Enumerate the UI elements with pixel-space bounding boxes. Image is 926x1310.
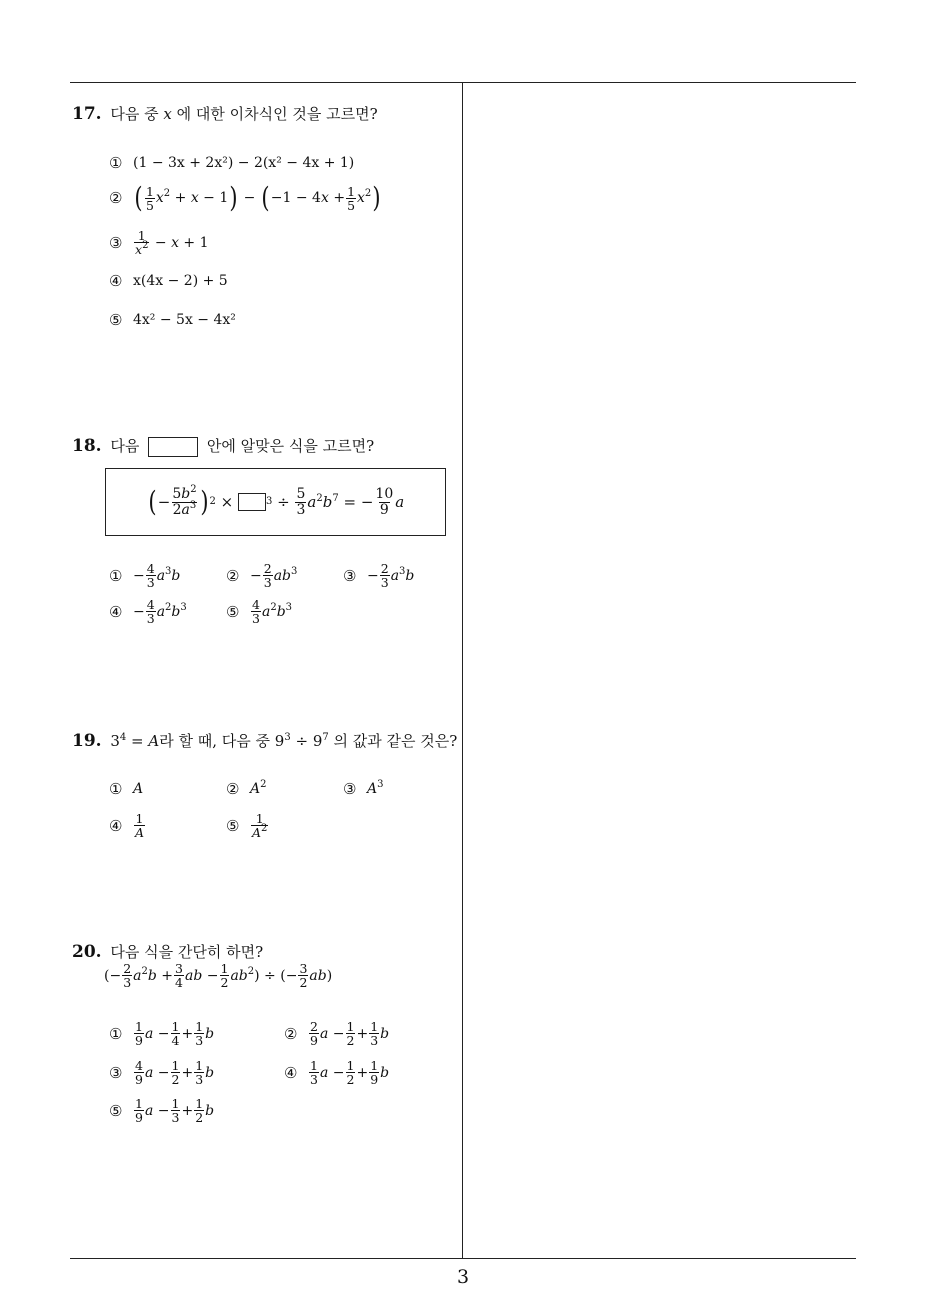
choice-18-3[interactable]: ③ − $\frac{2}{3}$ $a^3b$: [343, 561, 415, 590]
choice-18-4[interactable]: ④ − $\frac{4}{3}$ $a^2b^3$: [109, 597, 187, 626]
choice-18-5[interactable]: ⑤ $\frac{4}{3}$ $a^2b^3$: [226, 597, 293, 626]
fraction: $\frac{5b^2}{2a^3}$: [172, 483, 197, 518]
question-18: [72, 436, 452, 457]
choice-17-4[interactable]: ④ x(4x − 2) + 5: [109, 272, 228, 290]
choice-19-3[interactable]: ③ $A^3$: [343, 779, 384, 798]
choice-18-2[interactable]: ② − $\frac{2}{3}$ $ab^3$: [226, 561, 298, 590]
question-17-prompt: 17. 다음 중 x 에 대한 이차식인 것을 고르면?: [72, 104, 378, 124]
choice-20-2[interactable]: ② $\frac{2}{9}$ a − $\frac{1}{2}$ + $\frac{1}{3}$ b: [284, 1019, 390, 1048]
choice-19-1[interactable]: ① A: [109, 780, 144, 798]
choice-19-4[interactable]: ④ $\frac{1}{A}$: [109, 811, 145, 840]
question-17: [72, 104, 452, 124]
question-19-prompt: 19. $3^4 = A$라 할 때, 다음 중 $9^3 \div 9^7$ 의 값과 같은 것은?: [72, 731, 458, 751]
choice-20-4[interactable]: ④ $\frac{1}{3}$ a − $\frac{1}{2}$ + $\frac{1}{9}$ b: [284, 1058, 390, 1087]
answer-blank: [148, 437, 198, 457]
page-number: 3: [456, 1266, 470, 1288]
fraction: $\frac{5}{3}$: [296, 485, 306, 518]
question-18-prompt: 18. 다음 안에 알맞은 식을 고르면?: [72, 436, 375, 456]
question-20-prompt: 20. 다음 식을 간단히 하면?: [72, 942, 264, 962]
choice-17-1[interactable]: ① (1 − 3x + 2x²) − 2(x² − 4x + 1): [109, 154, 355, 172]
choice-17-3[interactable]: ③ $\frac{1}{x^2}$ − x + 1: [109, 228, 209, 257]
question-20-expression: (− $\frac{2}{3}$ $a^2b$ + $\frac{3}{4}$ ab − $\frac{1}{2}$ $ab^2$) ÷ (− $\frac{3}{2}$ ab): [104, 961, 333, 990]
footer-rule: [70, 1258, 856, 1259]
choice-20-3[interactable]: ③ $\frac{4}{9}$ a − $\frac{1}{2}$ + $\frac{1}{3}$ b: [109, 1058, 215, 1087]
question-20: [72, 942, 452, 962]
header-rule: [70, 82, 856, 83]
fraction: $\frac{10}{9}$: [375, 485, 394, 518]
column-divider: [462, 82, 463, 1258]
choice-20-1[interactable]: ① $\frac{1}{9}$ a − $\frac{1}{4}$ + $\frac{1}{3}$ b: [109, 1019, 215, 1048]
choice-18-1[interactable]: ① − $\frac{4}{3}$ $a^3b$: [109, 561, 181, 590]
fraction: $\frac{1}{5}$: [145, 183, 154, 213]
choice-20-5[interactable]: ⑤ $\frac{1}{9}$ a − $\frac{1}{3}$ + $\frac{1}{2}$ b: [109, 1096, 215, 1125]
choice-19-5[interactable]: ⑤ $\frac{1}{A^2}$: [226, 811, 268, 840]
question-19: [72, 731, 458, 751]
choice-19-2[interactable]: ② $A^2$: [226, 779, 267, 798]
choice-17-2[interactable]: ② ( $\frac{1}{5}$ $x^2 + x - 1$ ) − ( −1 − 4x + $\frac{1}{5}$ $x^2$ ): [109, 181, 381, 214]
equation-box: ( − $\frac{5b^2}{2a^3}$ ) 2 × 3 ÷ $\frac{5}{3}$ $a^2b^7$ = − $\frac{10}{9}$ a: [105, 468, 446, 536]
fraction: $\frac{1}{5}$: [347, 183, 356, 213]
choice-17-5[interactable]: ⑤ 4x² − 5x − 4x²: [109, 311, 236, 329]
answer-blank: [238, 493, 266, 511]
fraction: $\frac{1}{x^2}$: [135, 228, 149, 257]
question-number: 17.: [72, 104, 102, 124]
